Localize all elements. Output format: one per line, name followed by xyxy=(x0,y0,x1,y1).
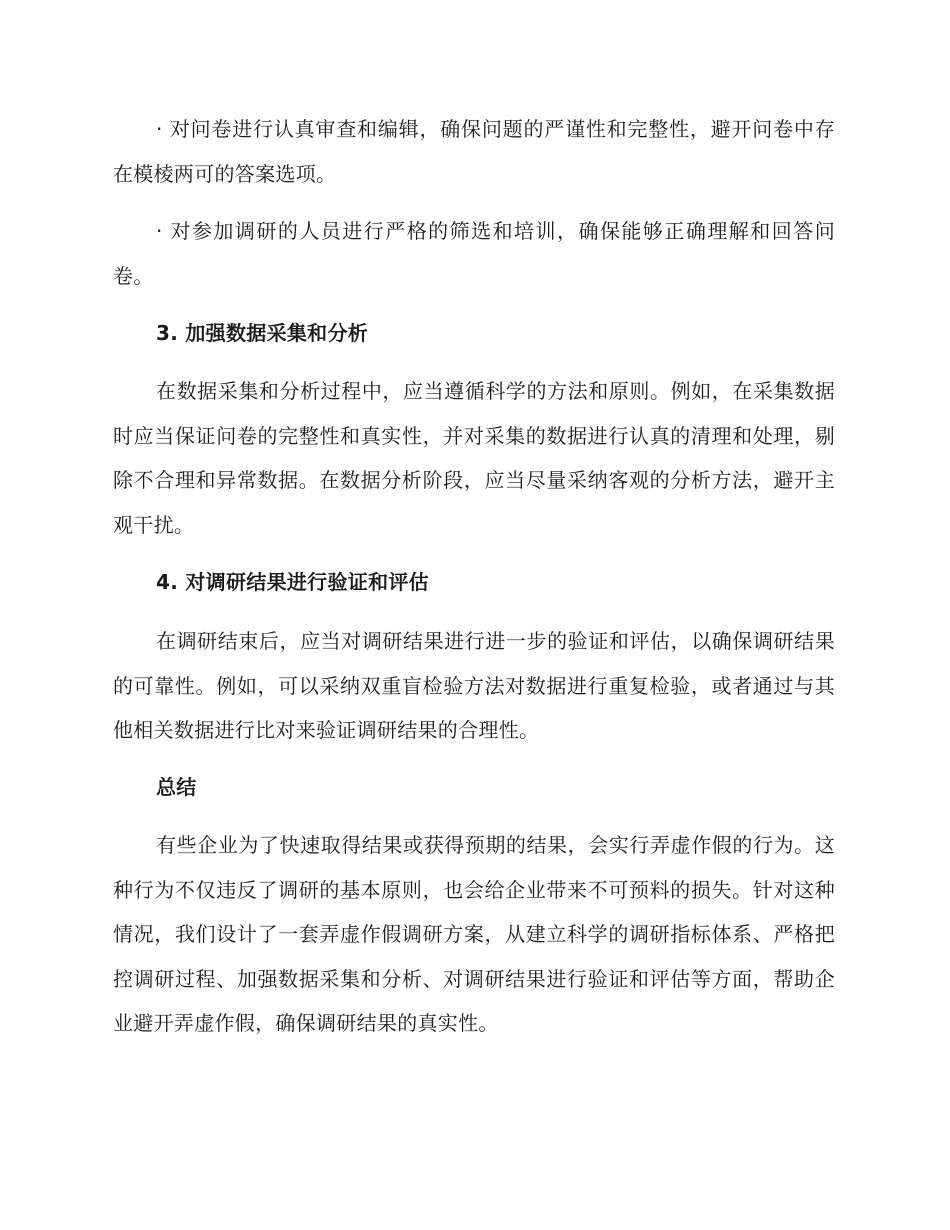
paragraph-data-collection: 在数据采集和分析过程中，应当遵循科学的方法和原则。例如，在采集数据时应当保证问卷的完整性和真实性，并对采集的数据进行认真的清理和处理，剔除不合理和异常数据。在数据分析阶段，应当尽量采纳客观的分析方法，避开主观干扰。 xyxy=(113,379,835,537)
section-heading-summary: 总结 xyxy=(156,775,197,799)
section-heading-verification: 4. 对调研结果进行验证和评估 xyxy=(156,570,429,594)
paragraph-summary: 有些企业为了快速取得结果或获得预期的结果，会实行弄虚作假的行为。这种行为不仅违反了调研的基本原则，也会给企业带来不可预料的损失。针对这种情况，我们设计了一套弄虚作假调研方案，从建立科学的调研指标体系、严格把控调研过程、加强数据采集和分析、对调研结果进行验证和评估等方面，帮助企业避开弄虚作假，确保调研结果的真实性。 xyxy=(113,833,835,1035)
bullet-participant-screening: · 对参加调研的人员进行严格的筛选和培训，确保能够正确理解和回答问卷。 xyxy=(113,219,835,288)
bullet-questionnaire-review: · 对问卷进行认真审查和编辑，确保问题的严谨性和完整性，避开问卷中存在模棱两可的答案选项。 xyxy=(113,117,835,186)
section-heading-data-collection: 3. 加强数据采集和分析 xyxy=(156,321,369,345)
paragraph-verification: 在调研结束后，应当对调研结果进行进一步的验证和评估，以确保调研结果的可靠性。例如，可以采纳双重盲检验方法对数据进行重复检验，或者通过与其他相关数据进行比对来验证调研结果的合理性。 xyxy=(113,629,835,742)
